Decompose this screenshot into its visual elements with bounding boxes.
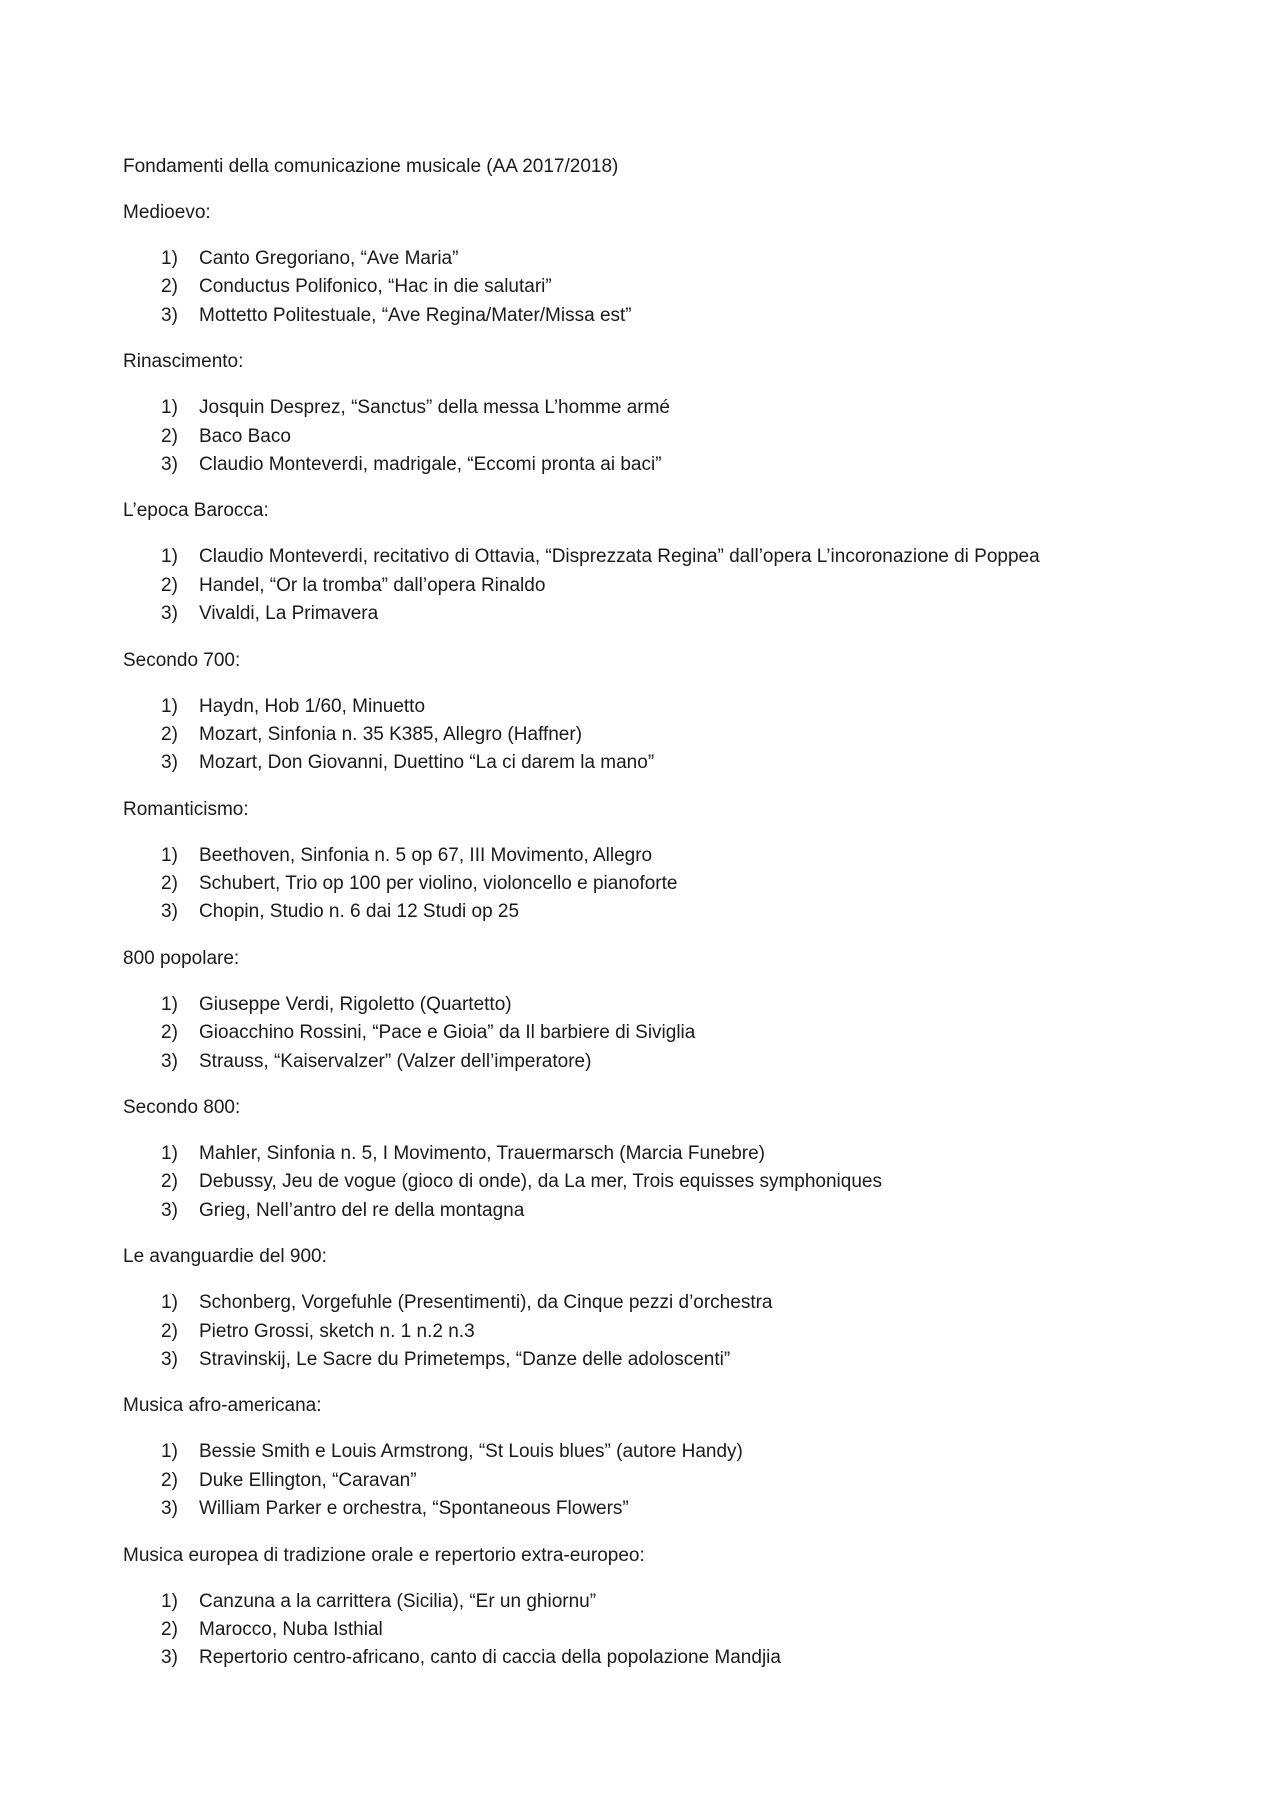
list-item (123, 245, 1183, 273)
numbered-list (123, 1438, 1183, 1523)
list-item (123, 572, 1183, 600)
list-item-text: Claudio Monteverdi, recitativo di Ottavia, “Disprezzata Regina” dall’opera L’incoronazione di Poppea (199, 546, 1040, 568)
list-item-number: 1) (161, 248, 178, 269)
list-item-text: Claudio Monteverdi, madrigale, “Eccomi pronta ai baci” (199, 453, 662, 475)
list-item-number: 2) (161, 1022, 178, 1044)
list-item-text: Gioacchino Rossini, “Pace e Gioia” da Il barbiere di Siviglia (199, 1022, 696, 1044)
list-item-text: Schonberg, Vorgefuhle (Presentimenti), da Cinque pezzi d’orchestra (199, 1292, 773, 1314)
list-item-number: 2) (161, 425, 178, 447)
numbered-list (123, 842, 1183, 927)
list-item-number: 3) (161, 603, 178, 625)
list-item-text: Chopin, Studio n. 6 dai 12 Studi op 25 (199, 901, 520, 923)
list-item-number: 1) (161, 1143, 178, 1165)
list-item (123, 1318, 1183, 1346)
section (123, 497, 1183, 628)
list-item-number: 2) (161, 1618, 178, 1640)
section (123, 1542, 1183, 1673)
list-item-text: Canto Gregoriano, “Ave Maria” (199, 248, 459, 269)
list-item-text: William Parker e orchestra, “Spontaneous Flowers” (199, 1498, 629, 1520)
list-item-text: Repertorio centro-africano, canto di caccia della popolazione Mandjia (199, 1647, 781, 1669)
numbered-list (123, 1289, 1183, 1374)
list-item (123, 1168, 1183, 1196)
list-item-text: Debussy, Jeu de vogue (gioco di onde), da La mer, Trois equisses symphoniques (199, 1171, 882, 1193)
section (123, 647, 1183, 778)
list-item-text: Mozart, Sinfonia n. 35 K385, Allegro (Haffner) (199, 723, 583, 745)
section (123, 348, 1183, 479)
numbered-list (123, 1140, 1183, 1225)
list-item-text: Schubert, Trio op 100 per violino, violoncello e pianoforte (199, 873, 678, 895)
list-item-number: 3) (161, 453, 178, 475)
section-heading: L’epoca Barocca: (123, 500, 269, 522)
list-item-text: Bessie Smith e Louis Armstrong, “St Louis blues” (autore Handy) (199, 1441, 743, 1463)
list-item-text: Strauss, “Kaiservalzer” (Valzer dell’imperatore) (199, 1050, 592, 1072)
list-item-number: 2) (161, 723, 178, 745)
list-item-text: Grieg, Nell’antro del re della montagna (199, 1199, 525, 1221)
section (123, 945, 1183, 1076)
list-item (123, 543, 1183, 571)
document-body (123, 153, 1183, 1673)
list-item (123, 394, 1183, 422)
list-item-number: 1) (161, 546, 178, 568)
section-heading: Secondo 700: (123, 649, 241, 671)
list-item-number: 1) (161, 1590, 178, 1612)
list-item-number: 1) (161, 993, 178, 1015)
section-heading: Musica europea di tradizione orale e repertorio extra-europeo: (123, 1544, 645, 1566)
list-item (123, 1289, 1183, 1317)
list-item (123, 721, 1183, 749)
list-item-number: 3) (161, 901, 178, 923)
numbered-list (123, 693, 1183, 778)
section-heading: Medioevo: (123, 202, 211, 223)
section-heading: Le avanguardie del 900: (123, 1246, 327, 1268)
document-title: Fondamenti della comunicazione musicale (AA 2017/2018) (123, 156, 619, 177)
list-item-number: 1) (161, 1292, 178, 1314)
list-item (123, 302, 1183, 330)
list-item (123, 1588, 1183, 1616)
list-item-number: 2) (161, 1469, 178, 1491)
section (123, 1392, 1183, 1523)
section-heading: Musica afro-americana: (123, 1395, 322, 1417)
list-item-number: 2) (161, 873, 178, 895)
list-item-number: 2) (161, 574, 178, 596)
list-item (123, 749, 1183, 777)
list-item-number: 1) (161, 844, 178, 866)
list-item-text: Duke Ellington, “Caravan” (199, 1469, 417, 1491)
list-item-number: 1) (161, 695, 178, 717)
list-item-text: Beethoven, Sinfonia n. 5 op 67, III Movimento, Allegro (199, 844, 653, 866)
list-item (123, 273, 1183, 301)
list-item-number: 3) (161, 1647, 178, 1669)
list-item-text: Stravinskij, Le Sacre du Primetemps, “Danze delle adoloscenti” (199, 1348, 731, 1370)
list-item (123, 1346, 1183, 1374)
list-item (123, 1019, 1183, 1047)
list-item-number: 2) (161, 1171, 178, 1193)
list-item (123, 1197, 1183, 1225)
list-item-text: Canzuna a la carrittera (Sicilia), “Er un ghiornu” (199, 1590, 597, 1612)
list-item-text: Baco Baco (199, 425, 291, 447)
section-heading: Rinascimento: (123, 351, 244, 373)
list-item-number: 2) (161, 1320, 178, 1342)
section (123, 1094, 1183, 1225)
list-item-text: Handel, “Or la tromba” dall’opera Rinaldo (199, 574, 546, 596)
list-item (123, 1140, 1183, 1168)
section-heading: Secondo 800: (123, 1097, 241, 1119)
list-item-number: 3) (161, 1050, 178, 1072)
numbered-list (123, 991, 1183, 1076)
section (123, 199, 1183, 330)
list-item-number: 2) (161, 276, 178, 298)
list-item-text: Vivaldi, La Primavera (199, 603, 379, 625)
list-item-number: 3) (161, 752, 178, 774)
list-item-text: Mottetto Politestuale, “Ave Regina/Mater/Missa est” (199, 304, 632, 326)
numbered-list (123, 394, 1183, 479)
list-item (123, 1644, 1183, 1672)
sections-container (123, 199, 1183, 1673)
list-item-text: Haydn, Hob 1/60, Minuetto (199, 695, 426, 717)
list-item (123, 1048, 1183, 1076)
section (123, 1243, 1183, 1374)
list-item (123, 600, 1183, 628)
list-item-number: 3) (161, 304, 178, 326)
list-item (123, 1467, 1183, 1495)
list-item (123, 1495, 1183, 1523)
list-item-text: Pietro Grossi, sketch n. 1 n.2 n.3 (199, 1320, 475, 1342)
list-item-number: 3) (161, 1199, 178, 1221)
list-item (123, 870, 1183, 898)
list-item (123, 451, 1183, 479)
list-item-text: Mahler, Sinfonia n. 5, I Movimento, Trauermarsch (Marcia Funebre) (199, 1143, 766, 1165)
numbered-list (123, 245, 1183, 330)
list-item-text: Josquin Desprez, “Sanctus” della messa L’homme armé (199, 397, 670, 419)
list-item (123, 423, 1183, 451)
list-item-number: 3) (161, 1348, 178, 1370)
list-item (123, 898, 1183, 926)
section-heading: Romanticismo: (123, 798, 249, 820)
numbered-list (123, 543, 1183, 628)
list-item-number: 1) (161, 397, 178, 419)
section (123, 796, 1183, 927)
list-item-number: 3) (161, 1498, 178, 1520)
list-item (123, 693, 1183, 721)
list-item-text: Mozart, Don Giovanni, Duettino “La ci darem la mano” (199, 752, 655, 774)
list-item-text: Conductus Polifonico, “Hac in die salutari” (199, 276, 552, 298)
list-item (123, 1438, 1183, 1466)
list-item (123, 991, 1183, 1019)
list-item-text: Marocco, Nuba Isthial (199, 1618, 383, 1640)
numbered-list (123, 1588, 1183, 1673)
list-item-number: 1) (161, 1441, 178, 1463)
list-item (123, 842, 1183, 870)
section-heading: 800 popolare: (123, 947, 240, 969)
list-item-text: Giuseppe Verdi, Rigoletto (Quartetto) (199, 993, 512, 1015)
list-item (123, 1616, 1183, 1644)
